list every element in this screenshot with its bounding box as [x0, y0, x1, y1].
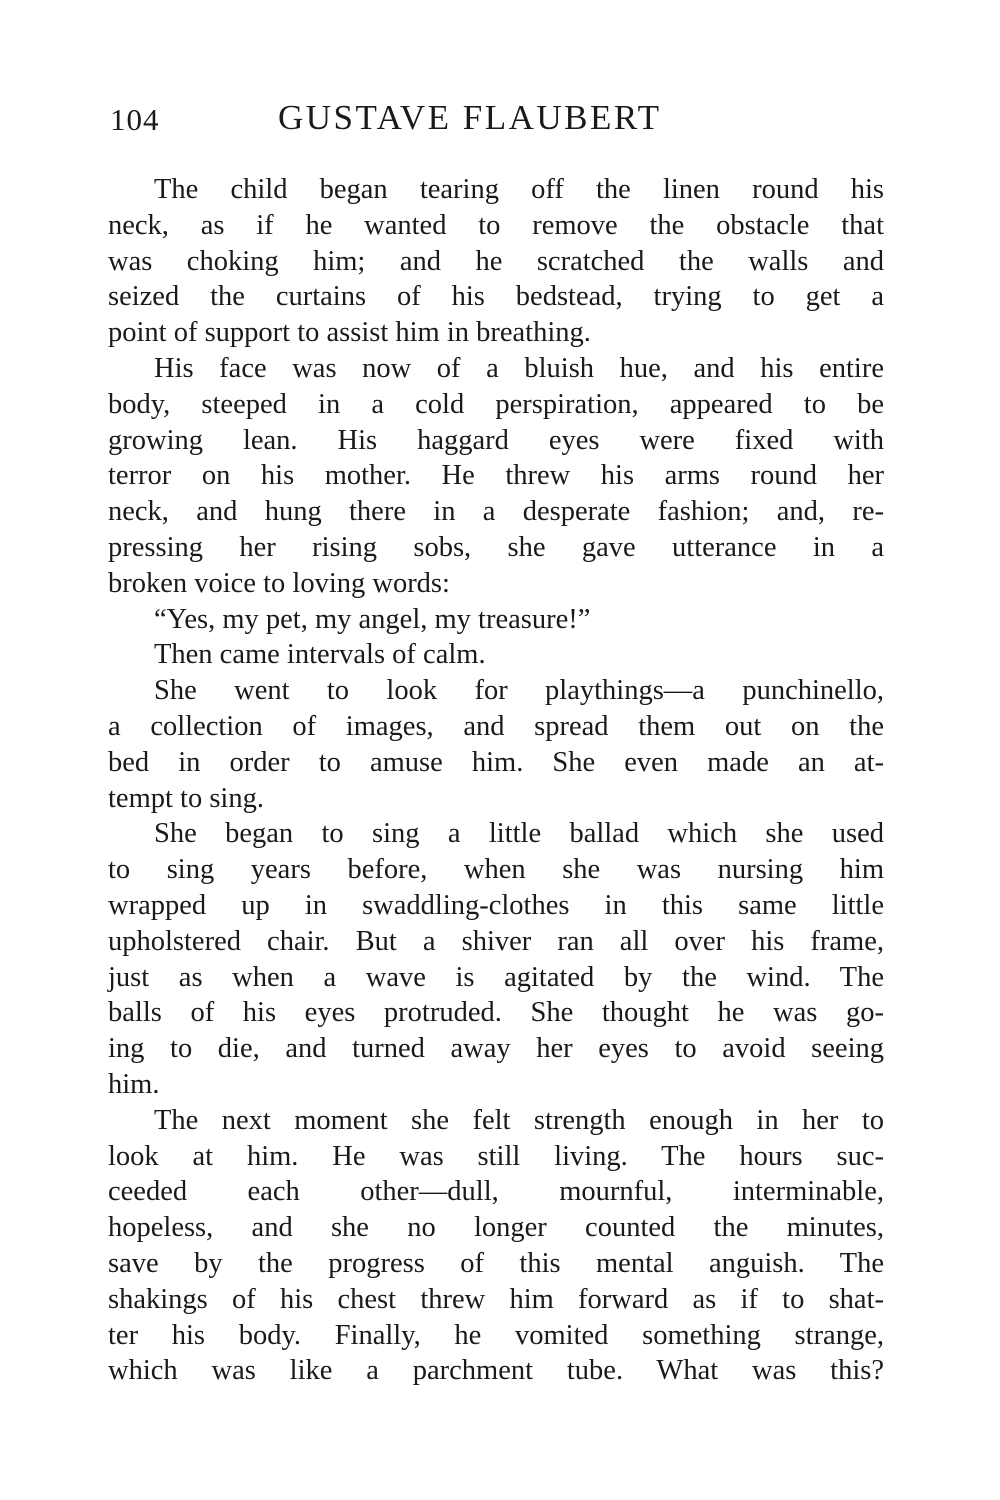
text-line: body, steeped in a cold perspiration, appeared to be — [108, 388, 884, 420]
text-line: ter his body. Finally, he vomited something strange, — [108, 1319, 884, 1351]
text-line: which was like a parchment tube. What was this? — [108, 1355, 884, 1387]
text-line: broken voice to loving words: — [108, 567, 450, 599]
text-line: Then came intervals of calm. — [154, 639, 486, 671]
text-line: seized the curtains of his bedstead, trying to get a — [108, 281, 884, 313]
text-line: The child began tearing off the linen round his — [154, 174, 884, 205]
text-line: tempt to sing. — [108, 782, 264, 814]
text-line: neck, as if he wanted to remove the obstacle that — [108, 209, 884, 241]
text-line: to sing years before, when she was nursing him — [108, 854, 884, 886]
body-text — [108, 172, 884, 1389]
running-head: GUSTAVE FLAUBERT — [278, 98, 662, 137]
text-line: hopeless, and she no longer counted the minutes, — [108, 1212, 884, 1244]
text-line: She began to sing a little ballad which she used — [154, 818, 884, 850]
text-line: a collection of images, and spread them out on the — [108, 710, 884, 742]
text-line: pressing her rising sobs, she gave utterance in a — [108, 531, 884, 563]
text-line: save by the progress of this mental anguish. The — [108, 1247, 884, 1279]
text-line: upholstered chair. But a shiver ran all over his frame, — [108, 925, 884, 957]
text-line: just as when a wave is agitated by the wind. The — [108, 961, 884, 993]
page-number: 104 — [110, 102, 160, 137]
text-line: wrapped up in swaddling-clothes in this same little — [108, 889, 884, 921]
text-line: ing to die, and turned away her eyes to avoid seeing — [108, 1033, 884, 1065]
text-line: bed in order to amuse him. She even made an at- — [108, 746, 884, 778]
text-line: shakings of his chest threw him forward as if to shat- — [108, 1283, 884, 1315]
text-line: His face was now of a bluish hue, and his entire — [154, 352, 884, 384]
text-line: The next moment she felt strength enough in her to — [154, 1104, 884, 1136]
text-line: terror on his mother. He threw his arms round her — [108, 460, 884, 492]
page-header — [110, 98, 890, 142]
text-line: She went to look for playthings—a punchinello, — [154, 675, 884, 707]
text-line: balls of his eyes protruded. She thought he was go- — [108, 997, 884, 1029]
text-line: him. — [108, 1068, 160, 1100]
text-line: neck, and hung there in a desperate fashion; and, re- — [108, 496, 884, 528]
text-line: growing lean. His haggard eyes were fixed with — [108, 424, 884, 456]
text-line: ceeded each other—dull, mournful, interminable, — [108, 1176, 884, 1208]
text-line: point of support to assist him in breathing. — [108, 317, 591, 349]
text-line: was choking him; and he scratched the walls and — [108, 245, 884, 277]
text-line: look at him. He was still living. The hours suc- — [108, 1140, 884, 1172]
text-line: “Yes, my pet, my angel, my treasure!” — [154, 603, 591, 635]
